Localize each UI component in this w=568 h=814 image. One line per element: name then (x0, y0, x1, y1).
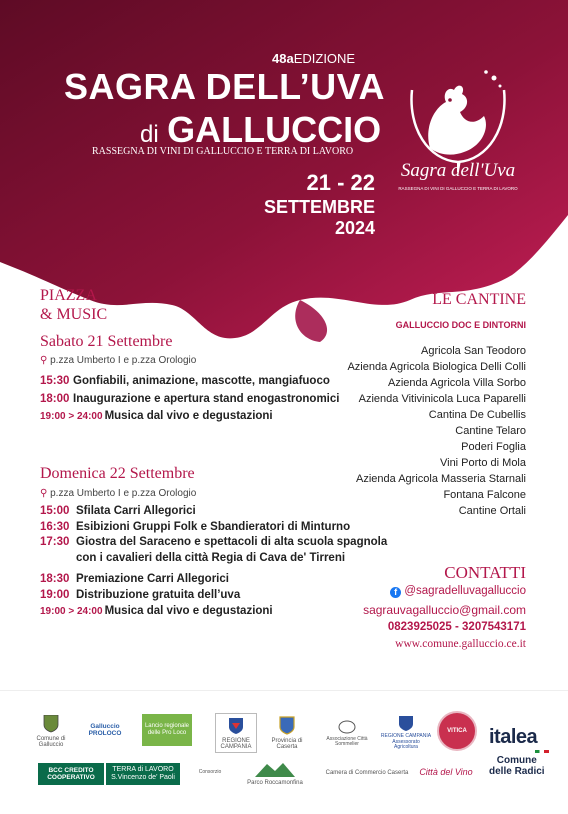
event-text: Esibizioni Gruppi Folk e Sbandieratori di Minturno (76, 521, 351, 533)
piazza-title-line1: PIAZZA (40, 287, 97, 304)
title-line2-wrap (140, 109, 381, 151)
sponsor-label: Comune di Galluccio (36, 735, 66, 747)
website-link[interactable]: www.comune.galluccio.ce.it (395, 638, 526, 650)
cantina-item: Fontana Falcone (443, 489, 526, 501)
sponsor-logo: Lancio regionale delle Pro Loco (142, 714, 192, 746)
sponsor-label: Provincia di Caserta (271, 737, 303, 751)
event-text: Premiazione Carri Allegorici (76, 573, 229, 585)
italea-sub-line2: delle Radici (489, 766, 545, 777)
sponsor-logo (322, 718, 372, 750)
italea-wordmark: italea (489, 726, 538, 748)
sponsor-logo: Consorzio (198, 769, 222, 776)
event-row (40, 536, 387, 548)
title-line1: SAGRA DELL’UVA (64, 66, 386, 107)
cantina-item: Azienda Agricola Villa Sorbo (388, 377, 526, 389)
sponsor-logo (215, 713, 257, 753)
italea-sub-line1: Comune (496, 755, 537, 766)
event-time: 15:00 (40, 505, 70, 517)
pin-icon: ⚲ (40, 488, 48, 499)
logo-script-text: Sagra dell'Uva (400, 160, 516, 181)
mountain-icon (255, 761, 295, 777)
event-time: 18:00 (40, 393, 70, 405)
sponsor-logo: Galluccio PROLOCO (88, 722, 122, 737)
event-row-continued (76, 552, 345, 564)
piazza-title (40, 286, 107, 324)
sponsor-logo (240, 760, 310, 788)
phone-numbers: 0823925025 - 3207543171 (387, 621, 526, 633)
italian-flag-icon (535, 750, 549, 753)
cantina-item: Cantine Telaro (455, 425, 526, 437)
contatti-title: CONTATTI (444, 563, 526, 582)
event-text: Giostra del Saraceno e spettacoli di alta scuola spagnola (76, 536, 388, 548)
event-time: 18:30 (40, 573, 70, 585)
sponsor-logo (36, 715, 66, 747)
cantina-item: Poderi Foglia (461, 441, 526, 453)
sunday-title: Domenica 22 Settembre (40, 465, 195, 482)
sponsor-logo: BCC CREDITO COOPERATIVO (38, 763, 104, 785)
regione-campania-icon (226, 715, 246, 735)
sponsor-label: REGIONE CAMPANIA Assessorato Agricoltura (380, 733, 432, 750)
cantine-subtitle: GALLUCCIO DOC E DINTORNI (395, 320, 526, 330)
event-row (40, 505, 196, 517)
regione-shield-icon (397, 714, 415, 732)
event-time: 19:00 (40, 589, 70, 601)
cantina-item: Azienda Agricola Masseria Starnali (356, 473, 526, 485)
pin-icon: ⚲ (40, 355, 48, 366)
facebook-link[interactable] (390, 585, 526, 598)
italea-logo (489, 726, 545, 777)
sponsor-label: Parco Roccamonfina (247, 780, 303, 786)
event-text: Gonfiabili, animazione, mascotte, mangiafuoco (73, 375, 330, 387)
sponsors-band (0, 690, 568, 814)
sponsor-logo (270, 713, 304, 751)
event-text: Distribuzione gratuita dell’uva (76, 589, 241, 601)
facebook-handle: @sagradelluvagalluccio (404, 585, 526, 597)
sponsor-logo (380, 713, 432, 751)
event-text: Musica dal vivo e degustazioni (104, 605, 273, 617)
coat-of-arms-icon (42, 715, 60, 733)
sponsor-label: Associazione Città Sommelier (326, 735, 368, 748)
month: SETTEMBRE (263, 197, 375, 217)
cantina-item: Azienda Vitivinicola Luca Paparelli (358, 393, 526, 405)
sponsor-logo: TERRA di LAVORO S.Vincenzo de' Paoli (106, 763, 180, 785)
sunday-place (40, 488, 196, 499)
event-row (40, 573, 229, 585)
provincia-icon (278, 713, 296, 735)
sponsor-logo: VITICA (437, 711, 477, 751)
dates: 21 - 22 (306, 170, 375, 195)
subtitle: RASSEGNA DI VINI DI GALLUCCIO E TERRA DI LAVORO (92, 146, 354, 157)
event-time: 16:30 (40, 521, 70, 533)
cantina-item: Cantine Ortali (458, 505, 526, 517)
sponsor-logo: Camera di Commercio Caserta (325, 769, 409, 776)
cantina-item: Cantina De Cubellis (428, 409, 526, 421)
edition-number: 48a (272, 51, 294, 66)
sunday-place-text: p.zza Umberto I e p.zza Orologio (50, 488, 197, 499)
event-row (40, 605, 273, 617)
logo-small-text: RASSEGNA DI VINI DI GALLUCCIO E TERRA DI LAVORO (398, 186, 518, 191)
edition-word: EDIZIONE (293, 51, 356, 66)
cantina-item: Agricola San Teodoro (421, 345, 526, 357)
event-text: Inaugurazione e apertura stand enogastronomici (73, 393, 340, 405)
event-time: 17:30 (40, 536, 70, 548)
year: 2024 (334, 218, 375, 238)
cantina-item: Vini Porto di Mola (439, 457, 526, 469)
saturday-place-text: p.zza Umberto I e p.zza Orologio (50, 355, 197, 366)
sommelier-icon (338, 720, 356, 734)
event-text: con i cavalieri della città Regia di Cava de' Tirreni (76, 552, 346, 564)
sponsor-label: REGIONE CAMPANIA (220, 737, 252, 751)
email-link[interactable]: sagrauvagalluccio@gmail.com (363, 603, 526, 617)
edition-label (272, 51, 355, 66)
saturday-title: Sabato 21 Settembre (40, 333, 173, 350)
event-time: 19:00 > 24:00 (40, 411, 103, 422)
piazza-title-line2: & MUSIC (40, 306, 108, 323)
title-di: di (140, 121, 159, 148)
sagra-logo (398, 68, 518, 198)
saturday-place (40, 355, 196, 366)
italea-subtitle (489, 755, 545, 777)
cantina-item: Azienda Agricola Biologica Delli Colli (347, 361, 526, 373)
event-text: Musica dal vivo e degustazioni (104, 410, 273, 422)
cantine-title: LE CANTINE (432, 291, 526, 308)
event-row (40, 393, 339, 405)
event-time: 19:00 > 24:00 (40, 606, 103, 617)
facebook-icon: f (390, 587, 401, 598)
sponsor-logo: Città del Vino (419, 767, 473, 778)
event-time: 15:30 (40, 375, 70, 387)
event-row (40, 521, 350, 533)
event-row (40, 410, 273, 422)
event-text: Sfilata Carri Allegorici (76, 505, 196, 517)
event-row (40, 589, 240, 601)
title-line2: GALLUCCIO (167, 109, 382, 150)
event-row (40, 375, 330, 387)
